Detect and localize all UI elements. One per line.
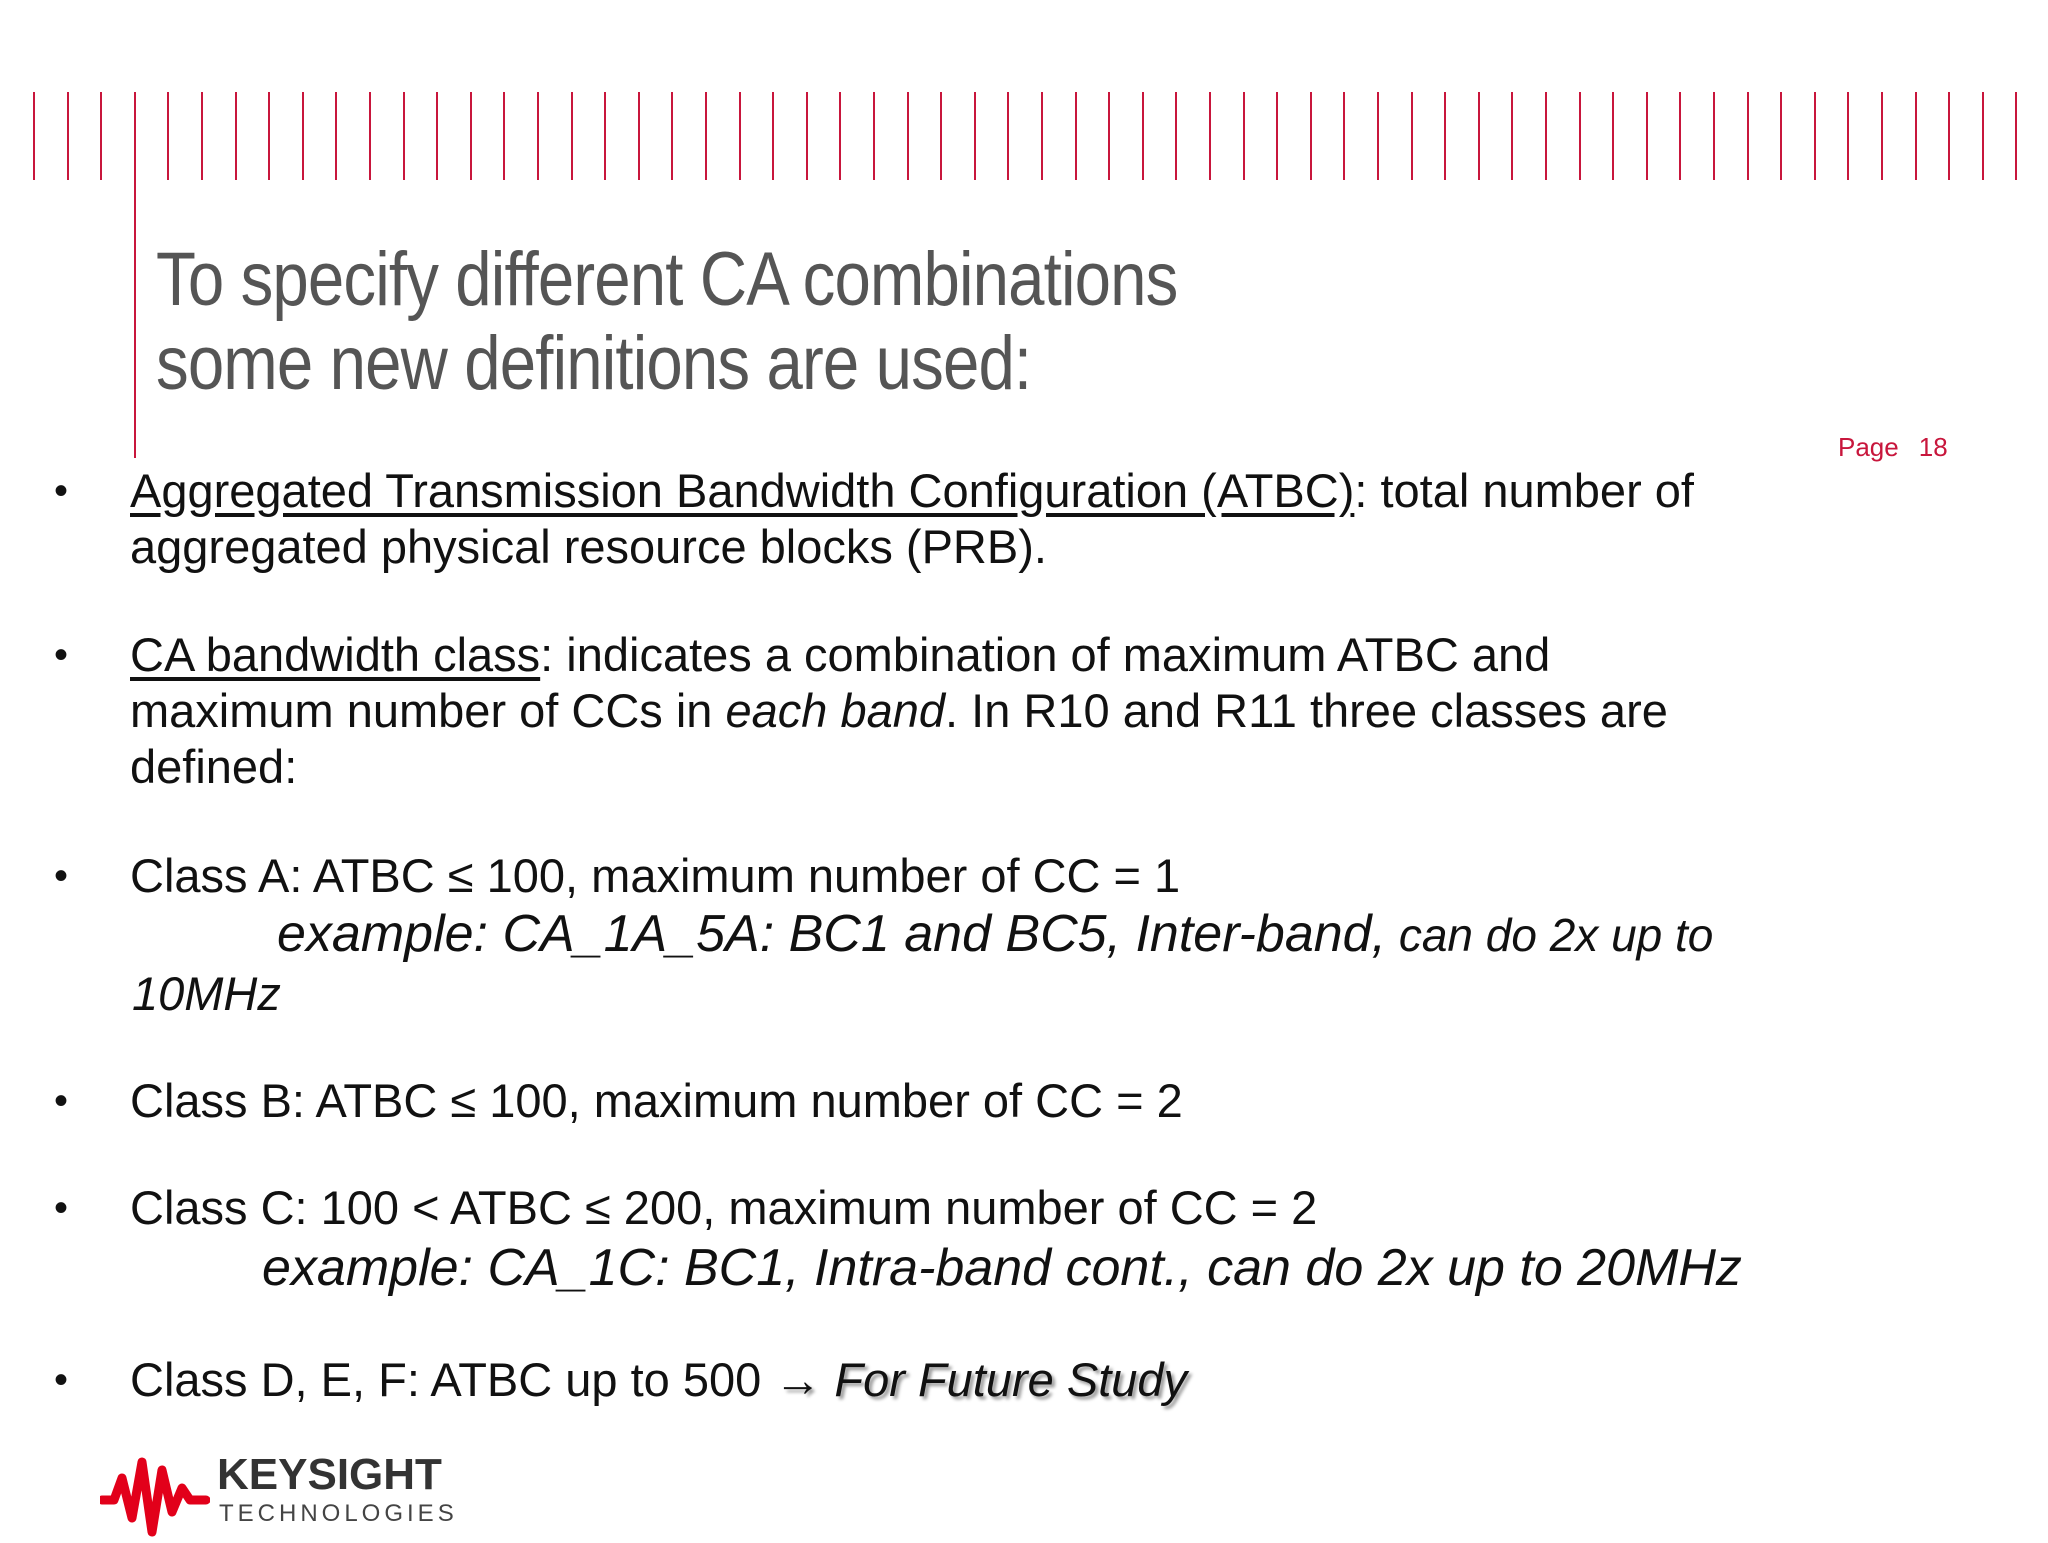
bullet-marker: • xyxy=(54,1079,69,1123)
class-def-term: CA bandwidth class xyxy=(130,628,541,681)
class-a-example-main: example: CA_1A_5A: BC1 and BC5, Inter-band, xyxy=(277,905,1387,963)
atbc-line-2: aggregated physical resource blocks (PRB). xyxy=(130,520,1047,573)
class-def-line-2a: maximum number of CCs in xyxy=(130,684,726,737)
bullet-marker: • xyxy=(54,1186,69,1230)
class-c-example: example: CA_1C: BC1, Intra-band cont., can do 2x up to 20MHz xyxy=(262,1239,1742,1297)
class-def-line-3: defined: xyxy=(130,740,298,793)
bullet-marker: • xyxy=(54,469,69,513)
page-label: Page xyxy=(1838,432,1899,462)
bullet-marker: • xyxy=(54,854,69,898)
atbc-term: Aggregated Transmission Bandwidth Configuration (ATBC) xyxy=(130,464,1355,517)
class-a-example xyxy=(277,906,1713,963)
class-def-future-text: Class D, E, F: ATBC up to 500 xyxy=(130,1353,775,1406)
bullet-marker: • xyxy=(54,1358,69,1402)
class-a-example-line-2: 10MHz xyxy=(132,967,281,1020)
page-number-value: 18 xyxy=(1918,432,1948,462)
keysight-logo xyxy=(100,1448,460,1538)
keysight-wave-icon xyxy=(100,1448,210,1538)
title-line-2: some new definitions are used: xyxy=(156,321,1032,406)
bullet-marker: • xyxy=(54,633,69,677)
logo-name: KEYSIGHT xyxy=(217,1450,442,1499)
list-item-class-c: Class C: 100 < ATBC ≤ 200, maximum number of CC = 2 xyxy=(130,1181,1318,1234)
class-def-emphasis: each band xyxy=(725,684,946,737)
class-a-example-tail: can do 2x up to xyxy=(1386,909,1714,961)
list-item-class-def xyxy=(130,627,1550,683)
list-item-class-a: Class A: ATBC ≤ 100, maximum number of CC = 1 xyxy=(130,849,1181,902)
class-def-line-2b: . In R10 and R11 three classes are xyxy=(945,684,1668,737)
list-item-class-def-future xyxy=(130,1352,1187,1408)
logo-subtitle: TECHNOLOGIES xyxy=(219,1500,458,1527)
atbc-desc: : total number of xyxy=(1354,464,1694,517)
future-study-label: For Future Study xyxy=(821,1353,1188,1406)
list-item-class-b: Class B: ATBC ≤ 100, maximum number of CC = 2 xyxy=(130,1074,1183,1127)
class-def-desc: : indicates a combination of maximum ATBC and xyxy=(540,628,1551,681)
class-def-line-2 xyxy=(130,683,1668,739)
arrow-icon: → xyxy=(774,1353,822,1406)
title-line-1: To specify different CA combinations xyxy=(156,237,1178,322)
list-item-atbc xyxy=(130,463,1694,519)
